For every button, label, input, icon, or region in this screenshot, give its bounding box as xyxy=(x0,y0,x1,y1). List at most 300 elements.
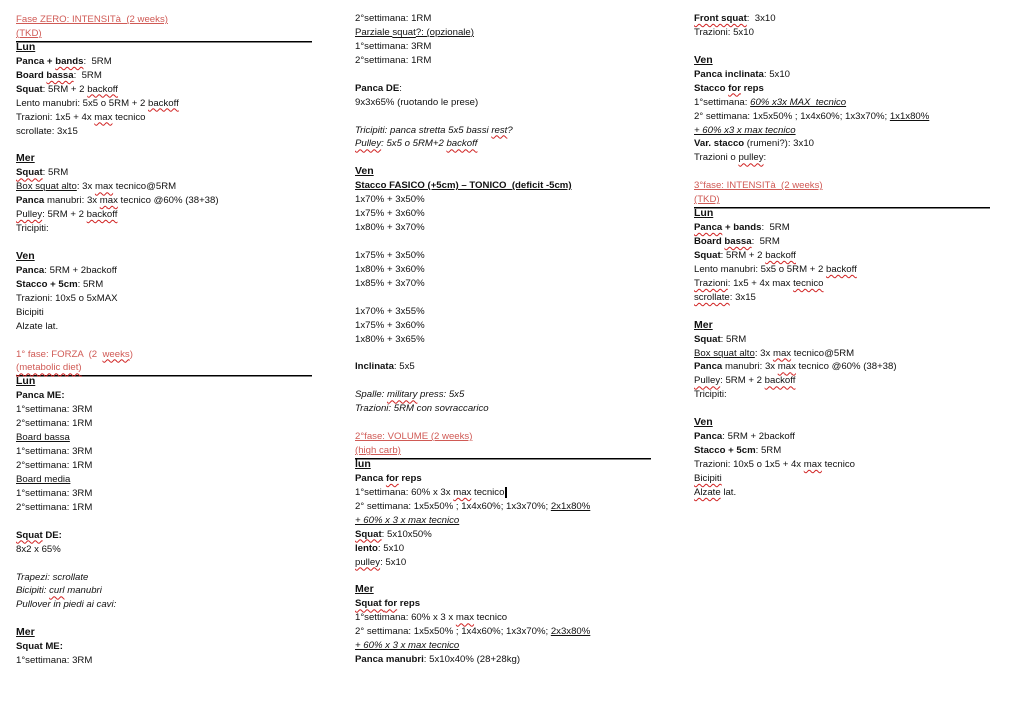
text-segment: 1°settimana: 60% x 3x xyxy=(355,486,454,498)
doc-line xyxy=(355,625,651,639)
blank-line xyxy=(355,110,651,124)
text-segment: Trapezi: scrollate xyxy=(16,571,89,583)
text-segment: Panca DE xyxy=(355,82,400,94)
text-segment: Mer xyxy=(355,583,374,596)
text-segment: 1°settimana: 3RM xyxy=(16,655,93,667)
phase-heading xyxy=(355,444,651,458)
text-segment: 1x75% + 3x50% xyxy=(355,249,425,261)
blank-line xyxy=(355,416,651,430)
text-segment: Trazioni: 10x5 o 1x5 + 4x xyxy=(694,459,804,470)
doc-line xyxy=(355,207,651,221)
doc-line xyxy=(16,529,312,543)
phase-heading xyxy=(355,430,651,444)
doc-line xyxy=(16,640,312,654)
text-segment: Inclinata xyxy=(355,361,394,373)
doc-line xyxy=(16,459,312,473)
text-segment: (metabolic diet) xyxy=(16,362,82,374)
phase-heading xyxy=(694,193,990,207)
doc-line xyxy=(355,653,651,667)
text-segment: DE: xyxy=(42,529,62,541)
text-segment: Pullover in piedi ai cavi: xyxy=(16,599,117,611)
text-segment: : 3x15 xyxy=(729,291,756,303)
text-segment: reps xyxy=(740,82,764,94)
blank-line xyxy=(16,557,312,571)
doc-line xyxy=(16,194,312,208)
text-segment: Trazioni o xyxy=(694,152,739,164)
text-segment: : 3x xyxy=(76,181,95,193)
text-segment: + bands xyxy=(722,222,762,234)
text-segment: backoff xyxy=(86,209,118,221)
doc-line xyxy=(694,124,990,138)
text-segment: 2°settimana: 1RM xyxy=(16,460,93,471)
doc-line xyxy=(355,179,651,193)
text-segment: Tricipiti: xyxy=(694,389,727,401)
text-segment: max xyxy=(94,181,114,193)
text-segment: : 5RM + 2 xyxy=(720,375,765,387)
doc-line xyxy=(694,12,990,26)
doc-line xyxy=(694,472,990,486)
doc-line xyxy=(355,556,651,570)
doc-line xyxy=(355,388,651,402)
text-segment: Stacco + 5cm xyxy=(694,445,756,457)
text-segment: bassa xyxy=(724,236,752,247)
text-segment: Lento manubri: 5x5 o 5RM + 2 xyxy=(16,97,148,109)
doc-line xyxy=(16,111,312,125)
text-segment: Fase ZERO: INTENSITà (2 weeks) xyxy=(16,14,168,25)
text-segment: Ven xyxy=(694,53,713,66)
text-cursor xyxy=(505,487,507,498)
text-segment: 1x85% + 3x70% xyxy=(355,277,425,289)
text-segment: Lun xyxy=(16,375,36,388)
doc-line xyxy=(355,249,651,263)
text-segment: Mer xyxy=(16,626,35,639)
doc-line xyxy=(694,235,990,249)
text-segment: 60% x3x MAX tecnico xyxy=(750,96,847,108)
text-segment: (TKD) xyxy=(694,194,720,206)
text-segment: Lun xyxy=(16,40,36,53)
text-segment: Panca ME: xyxy=(16,390,65,402)
doc-line xyxy=(16,598,312,612)
doc-line xyxy=(694,96,990,110)
text-segment: weeks xyxy=(102,348,130,360)
text-segment: reps xyxy=(397,598,421,610)
blank-line xyxy=(694,40,990,54)
day-heading xyxy=(694,319,990,333)
doc-line xyxy=(355,26,651,40)
text-segment: : 5RM xyxy=(42,167,69,179)
doc-line xyxy=(16,431,312,445)
text-segment: Squat xyxy=(16,83,43,95)
text-segment: tecnico xyxy=(474,612,508,624)
doc-line xyxy=(694,249,990,263)
text-segment: : 5x10x40% (28+28kg) xyxy=(423,654,521,666)
doc-line xyxy=(16,83,312,97)
blank-line xyxy=(16,334,312,348)
text-segment: : 5RM xyxy=(73,69,102,81)
doc-line xyxy=(355,514,651,528)
blank-line xyxy=(355,235,651,249)
doc-line xyxy=(16,222,312,236)
doc-line xyxy=(355,54,651,68)
text-segment: : 5x10 xyxy=(377,542,405,554)
text-segment: : 5RM xyxy=(755,445,782,457)
text-segment: squat xyxy=(392,26,416,38)
text-segment: tecnico xyxy=(793,277,824,289)
text-segment: bassa xyxy=(46,69,74,81)
doc-line xyxy=(355,40,651,54)
text-segment: tecnico xyxy=(821,459,855,470)
text-segment: max xyxy=(803,459,822,470)
text-segment: : 5x10 xyxy=(380,556,407,568)
text-segment: Pulley xyxy=(694,375,721,387)
text-segment: for xyxy=(385,472,399,484)
text-segment: Board xyxy=(16,69,47,81)
text-segment: backoff xyxy=(764,375,796,387)
text-segment: Panca inclinata xyxy=(694,68,764,80)
text-segment: 9x3x65% (ruotando le prese) xyxy=(355,96,479,108)
text-segment: tecnico xyxy=(471,486,505,498)
text-segment: Panca manubri xyxy=(355,654,424,666)
text-segment: Panca xyxy=(694,222,723,234)
text-segment: backoff xyxy=(148,97,179,109)
doc-line xyxy=(16,320,312,334)
text-segment: scrollate: 3x15 xyxy=(16,125,78,137)
blank-line xyxy=(355,347,651,361)
text-segment: + 60% x 3 x max tecnico xyxy=(355,514,460,526)
doc-line xyxy=(355,360,651,374)
doc-line xyxy=(16,584,312,598)
text-segment: Squat xyxy=(355,528,382,540)
doc-line xyxy=(694,26,990,40)
doc-line xyxy=(694,374,990,388)
text-segment: 1°settimana: 3RM xyxy=(16,487,93,499)
day-heading xyxy=(16,626,312,640)
text-segment: : 3x10 xyxy=(746,13,776,24)
doc-line xyxy=(16,445,312,459)
doc-line xyxy=(16,292,312,306)
text-segment: 1°settimana: xyxy=(694,96,751,108)
text-segment: Trazioni: 5x10 xyxy=(694,26,754,38)
text-segment: 1x80% + 3x70% xyxy=(355,222,425,234)
text-segment: 1°settimana: 3RM xyxy=(16,446,93,458)
text-segment: Ven xyxy=(355,165,374,178)
doc-line xyxy=(16,69,312,83)
day-heading xyxy=(16,152,312,166)
text-segment: Lento manubri: 5x5 o 5RM + 2 xyxy=(694,263,826,275)
column-1 xyxy=(16,13,312,668)
text-segment: reps xyxy=(398,472,422,484)
doc-line xyxy=(694,458,990,472)
doc-line xyxy=(16,417,312,431)
day-heading xyxy=(694,207,990,221)
text-segment: : 5RM xyxy=(761,222,790,234)
doc-line xyxy=(355,96,651,110)
text-segment: max xyxy=(99,195,118,207)
text-segment: military xyxy=(387,389,418,401)
text-segment: 2x3x80% xyxy=(550,626,591,638)
text-segment: Tricipiti: xyxy=(16,223,49,235)
text-segment: ? xyxy=(507,124,513,136)
doc-line xyxy=(694,486,990,500)
doc-line xyxy=(355,263,651,277)
text-segment: 8x2 x 65% xyxy=(16,543,61,555)
text-segment: Stacco + 5cm xyxy=(16,278,78,290)
doc-line xyxy=(16,97,312,111)
text-segment: tecnico @60% (38+38) xyxy=(117,195,219,207)
text-segment: max xyxy=(453,486,472,498)
column-2 xyxy=(355,12,651,667)
text-segment: Mer xyxy=(694,318,713,331)
text-segment: Lun xyxy=(694,207,714,220)
text-segment: Trazioni: 10x5 o 5xMAX xyxy=(16,292,118,304)
doc-line xyxy=(16,543,312,557)
text-segment: : 5RM + 2backoff xyxy=(722,431,795,443)
text-segment: backoff xyxy=(826,263,857,275)
doc-line xyxy=(355,12,651,26)
doc-line xyxy=(355,639,651,653)
text-segment: max xyxy=(455,612,475,624)
blank-line xyxy=(694,165,990,179)
doc-line xyxy=(694,82,990,96)
doc-line xyxy=(16,55,312,69)
text-segment: Squat xyxy=(16,167,43,179)
doc-line xyxy=(355,305,651,319)
doc-line xyxy=(16,487,312,501)
text-segment: 1°settimana: 60% x 3 x xyxy=(355,612,456,624)
text-segment: Panca xyxy=(694,431,723,443)
text-segment: Squat xyxy=(16,529,43,541)
text-segment: Trazioni: 5RM con sovraccarico xyxy=(355,403,489,415)
text-segment: lun xyxy=(355,458,371,470)
text-segment: Ven xyxy=(694,416,713,429)
text-segment: : 5x10 xyxy=(763,68,790,80)
blank-line xyxy=(16,515,312,529)
text-segment: Front squat xyxy=(694,13,747,24)
doc-line xyxy=(355,500,651,514)
text-segment: manubri xyxy=(64,585,102,597)
text-segment: 1x70% + 3x55% xyxy=(355,305,425,317)
doc-line xyxy=(16,571,312,585)
doc-line xyxy=(355,193,651,207)
text-segment: 2°fase: VOLUME (2 weeks) xyxy=(355,431,473,443)
text-segment: tecnico@5RM xyxy=(791,347,855,359)
text-segment: scrollate xyxy=(694,291,730,303)
text-segment: Trazioni xyxy=(694,277,728,289)
doc-line xyxy=(694,221,990,235)
text-segment: 1x80% + 3x60% xyxy=(355,263,425,275)
doc-line xyxy=(16,125,312,139)
text-segment: Stacco FASICO (+5cm) – TONICO (deficit -5cm) xyxy=(355,180,572,192)
text-segment: Stacco xyxy=(694,82,729,94)
text-segment: (high carb) xyxy=(355,445,401,457)
text-segment: pulley xyxy=(738,152,764,164)
doc-line xyxy=(355,402,651,416)
doc-line xyxy=(16,306,312,320)
doc-line xyxy=(694,360,990,374)
text-segment: max xyxy=(777,361,796,373)
text-segment: for xyxy=(728,82,741,94)
day-heading xyxy=(16,41,312,55)
text-segment: 2x1x80% xyxy=(550,500,591,512)
doc-line xyxy=(355,597,651,611)
doc-line xyxy=(16,278,312,292)
text-segment: : 5RM xyxy=(83,55,112,67)
text-segment: 1° fase: FORZA (2 xyxy=(16,348,103,360)
text-segment: Bicipiti xyxy=(694,472,722,484)
doc-line xyxy=(355,486,651,500)
phase-heading xyxy=(16,348,312,362)
doc-line xyxy=(355,319,651,333)
text-segment: ?: (opzionale) xyxy=(415,26,474,38)
doc-line xyxy=(16,473,312,487)
blank-line xyxy=(355,570,651,584)
doc-line xyxy=(355,333,651,347)
doc-line xyxy=(16,403,312,417)
text-segment: Tricipiti: panca stretta 5x5 bassi xyxy=(355,124,492,136)
text-segment: + 60% x3 x max tecnico xyxy=(694,124,796,136)
text-segment: : 5RM + 2backoff xyxy=(44,264,117,276)
text-segment: Board xyxy=(694,236,725,247)
doc-line xyxy=(694,277,990,291)
text-segment: backoff xyxy=(446,138,478,150)
day-heading xyxy=(355,583,651,597)
doc-line xyxy=(694,333,990,347)
text-segment: : 5x5 xyxy=(393,361,415,373)
doc-line xyxy=(355,472,651,486)
text-segment: + 60% x 3 x max tecnico xyxy=(355,640,460,652)
text-segment: 2°settimana: 1RM xyxy=(16,418,93,430)
blank-line xyxy=(355,68,651,82)
text-segment: press: 5x5 xyxy=(417,389,465,401)
doc-line xyxy=(694,263,990,277)
text-segment: : 5RM xyxy=(720,333,747,345)
text-segment: tecnico @60% (38+38) xyxy=(795,361,897,373)
day-heading xyxy=(16,250,312,264)
column-3 xyxy=(694,12,990,500)
text-segment: 1x80% + 3x65% xyxy=(355,333,425,345)
text-segment: 2°settimana: 1RM xyxy=(355,54,432,66)
text-segment: backoff xyxy=(765,249,796,261)
blank-line xyxy=(694,402,990,416)
text-segment: Panca xyxy=(355,472,386,484)
text-segment: 2°settimana: 1RM xyxy=(16,501,93,513)
doc-line xyxy=(694,347,990,361)
doc-line xyxy=(16,166,312,180)
doc-line xyxy=(16,389,312,403)
text-segment: : 5RM xyxy=(751,236,780,247)
text-segment: 1x75% + 3x60% xyxy=(355,319,425,331)
text-segment: 1x70% + 3x50% xyxy=(355,194,425,206)
text-segment: Squat xyxy=(694,333,721,345)
text-segment: : 1x5 + 4x max xyxy=(727,277,794,289)
text-segment: : xyxy=(763,152,767,164)
text-segment: Squat xyxy=(355,598,385,610)
blank-line xyxy=(694,305,990,319)
text-segment: lento xyxy=(355,542,378,554)
blank-line xyxy=(355,151,651,165)
phase-heading xyxy=(16,27,312,41)
text-segment: 2°settimana: 1RM xyxy=(355,13,432,24)
text-segment: : 5RM + 2 xyxy=(42,209,87,221)
text-segment: : xyxy=(399,82,402,94)
text-segment: (rumeni?): 3x10 xyxy=(744,138,814,150)
text-segment: Bicipiti: xyxy=(16,585,50,597)
day-heading xyxy=(16,375,312,389)
text-segment: Board bassa xyxy=(16,432,70,444)
text-segment: 1°settimana: 3RM xyxy=(16,404,93,416)
blank-line xyxy=(355,374,651,388)
day-heading xyxy=(694,54,990,68)
doc-line xyxy=(355,124,651,138)
day-heading xyxy=(694,416,990,430)
text-segment: Panca xyxy=(16,195,45,207)
text-segment: Bicipiti xyxy=(16,306,44,318)
doc-line xyxy=(355,137,651,151)
text-segment: manubri: 3x xyxy=(722,361,778,373)
text-segment: curl xyxy=(49,585,65,597)
doc-line xyxy=(694,137,990,151)
doc-line xyxy=(16,654,312,668)
text-segment: Box squat alto xyxy=(16,181,77,193)
text-segment: : 5RM + 2 xyxy=(720,249,766,261)
phase-heading xyxy=(694,179,990,193)
text-segment: lat. xyxy=(720,486,737,498)
doc-line xyxy=(355,528,651,542)
text-segment: : 3x xyxy=(754,347,773,359)
text-segment: Trazioni: 1x5 + 4x xyxy=(16,111,95,123)
blank-line xyxy=(16,138,312,152)
text-segment: pulley xyxy=(355,556,381,568)
phase-heading xyxy=(16,13,312,27)
text-segment: rest xyxy=(491,124,508,136)
doc-line xyxy=(16,208,312,222)
text-segment: Parziale xyxy=(355,26,393,38)
doc-line xyxy=(694,291,990,305)
text-segment: Panca xyxy=(694,361,723,373)
text-segment: ) xyxy=(129,348,133,360)
text-segment: : 5x10x50% xyxy=(381,528,432,540)
text-segment: : 5RM xyxy=(77,278,104,290)
text-segment: Spalle: xyxy=(355,389,387,401)
doc-line xyxy=(16,180,312,194)
text-segment: Pulley xyxy=(16,209,43,221)
text-segment: Board media xyxy=(16,473,71,485)
doc-line xyxy=(16,264,312,278)
doc-line xyxy=(694,388,990,402)
text-segment: bands xyxy=(55,55,84,67)
doc-line xyxy=(694,430,990,444)
text-segment: backoff xyxy=(87,83,118,95)
blank-line xyxy=(355,291,651,305)
day-heading xyxy=(355,458,651,472)
day-heading xyxy=(355,165,651,179)
text-segment: Panca + xyxy=(16,55,56,67)
doc-line xyxy=(694,444,990,458)
phase-heading xyxy=(16,361,312,375)
text-segment: max xyxy=(772,347,792,359)
text-segment: Box squat alto xyxy=(694,347,755,359)
text-segment: : 5RM + 2 xyxy=(42,83,88,95)
text-segment: Var. stacco xyxy=(694,138,745,150)
text-segment: tecnico@5RM xyxy=(113,181,177,193)
text-segment: 1x75% + 3x60% xyxy=(355,208,425,220)
text-segment: : 5x5 o 5RM+2 xyxy=(381,138,447,150)
blank-line xyxy=(16,236,312,250)
doc-line xyxy=(16,501,312,515)
doc-line xyxy=(694,68,990,82)
text-segment: Alzate xyxy=(694,486,721,498)
text-segment: Pulley xyxy=(355,138,382,150)
